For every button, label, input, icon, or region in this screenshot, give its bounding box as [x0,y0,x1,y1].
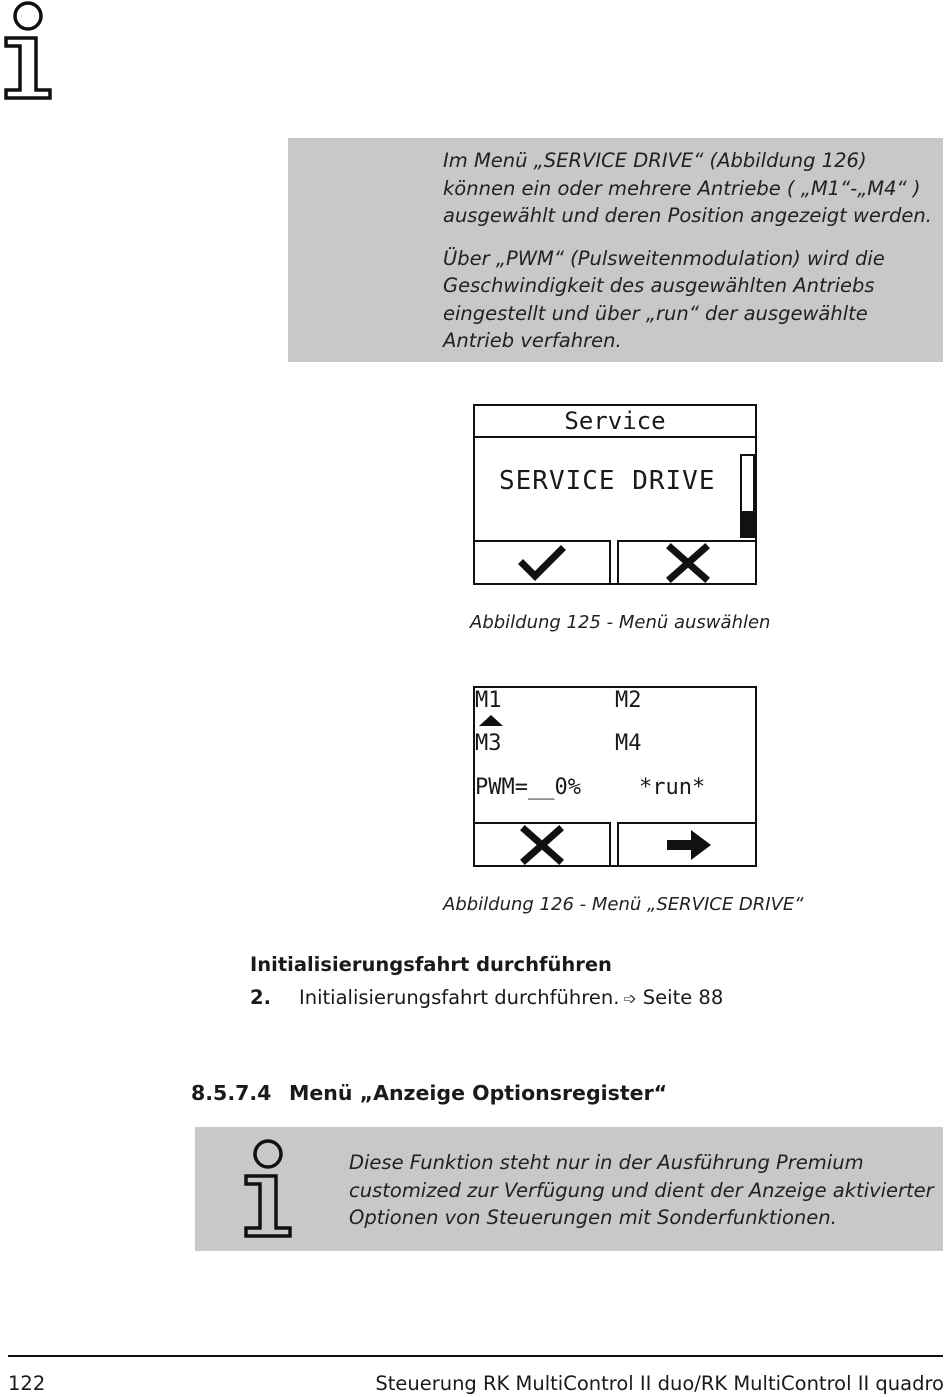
softkey-bar [475,540,755,583]
confirm-softkey [475,540,611,583]
info-paragraph: Diese Funktion steht nur in der Ausführung Premium customized zur Verfügung und dient der Anzeige aktivierter Optionen von Steuerungen mit Sonderfunktionen. [349,1151,934,1229]
drive-m2-label: M2 [615,688,642,713]
figure-caption: Abbildung 125 - Menü auswählen [470,612,771,633]
lcd-screen-service-drive [473,686,757,867]
scrollbar-thumb [740,511,755,536]
cross-reference-icon: ➩ [623,989,637,1008]
document-title: Steuerung RK MultiControl II duo/RK MultiControl II quadro [375,1372,944,1395]
drive-m3-label: M3 [475,731,502,756]
cancel-softkey [617,540,757,583]
step-text-line [299,986,723,1009]
page-number: 122 [8,1372,46,1395]
section-title: Menü „Anzeige Optionsregister“ [289,1081,668,1105]
drive-m4-label: M4 [615,731,642,756]
lcd-screen-title: Service [475,406,755,438]
drive-m1-label: M1 [475,688,502,713]
cross-icon [619,542,757,583]
cancel-softkey [475,822,611,865]
section-number: 8.5.7.4 [191,1081,272,1105]
next-softkey [617,822,757,865]
cross-reference-link[interactable]: Seite 88 [642,986,724,1009]
pwm-setting: PWM=__0% [475,775,581,800]
cross-icon [475,824,609,865]
info-icon [0,0,56,104]
selection-triangle-icon [477,714,505,728]
subheading: Initialisierungsfahrt durchführen [250,953,612,976]
arrow-right-icon [619,824,757,865]
step-text: Initialisierungsfahrt durchführen. [299,986,620,1009]
lcd-screen-service-menu [473,404,757,585]
info-box-1-text [443,147,938,355]
info-paragraph: Im Menü „SERVICE DRIVE“ (Abbildung 126) können ein oder mehrere Antriebe ( „M1“-„M4“ ) ausgewählt und deren Position angezeigt werden. [443,149,932,227]
info-icon [240,1138,296,1242]
lcd-menu-entry: SERVICE DRIVE [499,466,716,496]
run-label: *run* [639,775,706,800]
figure-caption: Abbildung 126 - Menü „SERVICE DRIVE“ [443,894,804,915]
checkmark-icon [475,542,609,583]
info-paragraph: Über „PWM“ (Pulsweitenmodulation) wird die Geschwindigkeit des ausgewählten Antriebs eingestellt und über „run“ der ausgewählte Antrieb verfahren. [443,246,885,352]
info-box-2-text [349,1149,934,1232]
footer-divider [8,1355,943,1357]
step-number: 2. [250,986,271,1009]
softkey-bar [475,822,755,865]
